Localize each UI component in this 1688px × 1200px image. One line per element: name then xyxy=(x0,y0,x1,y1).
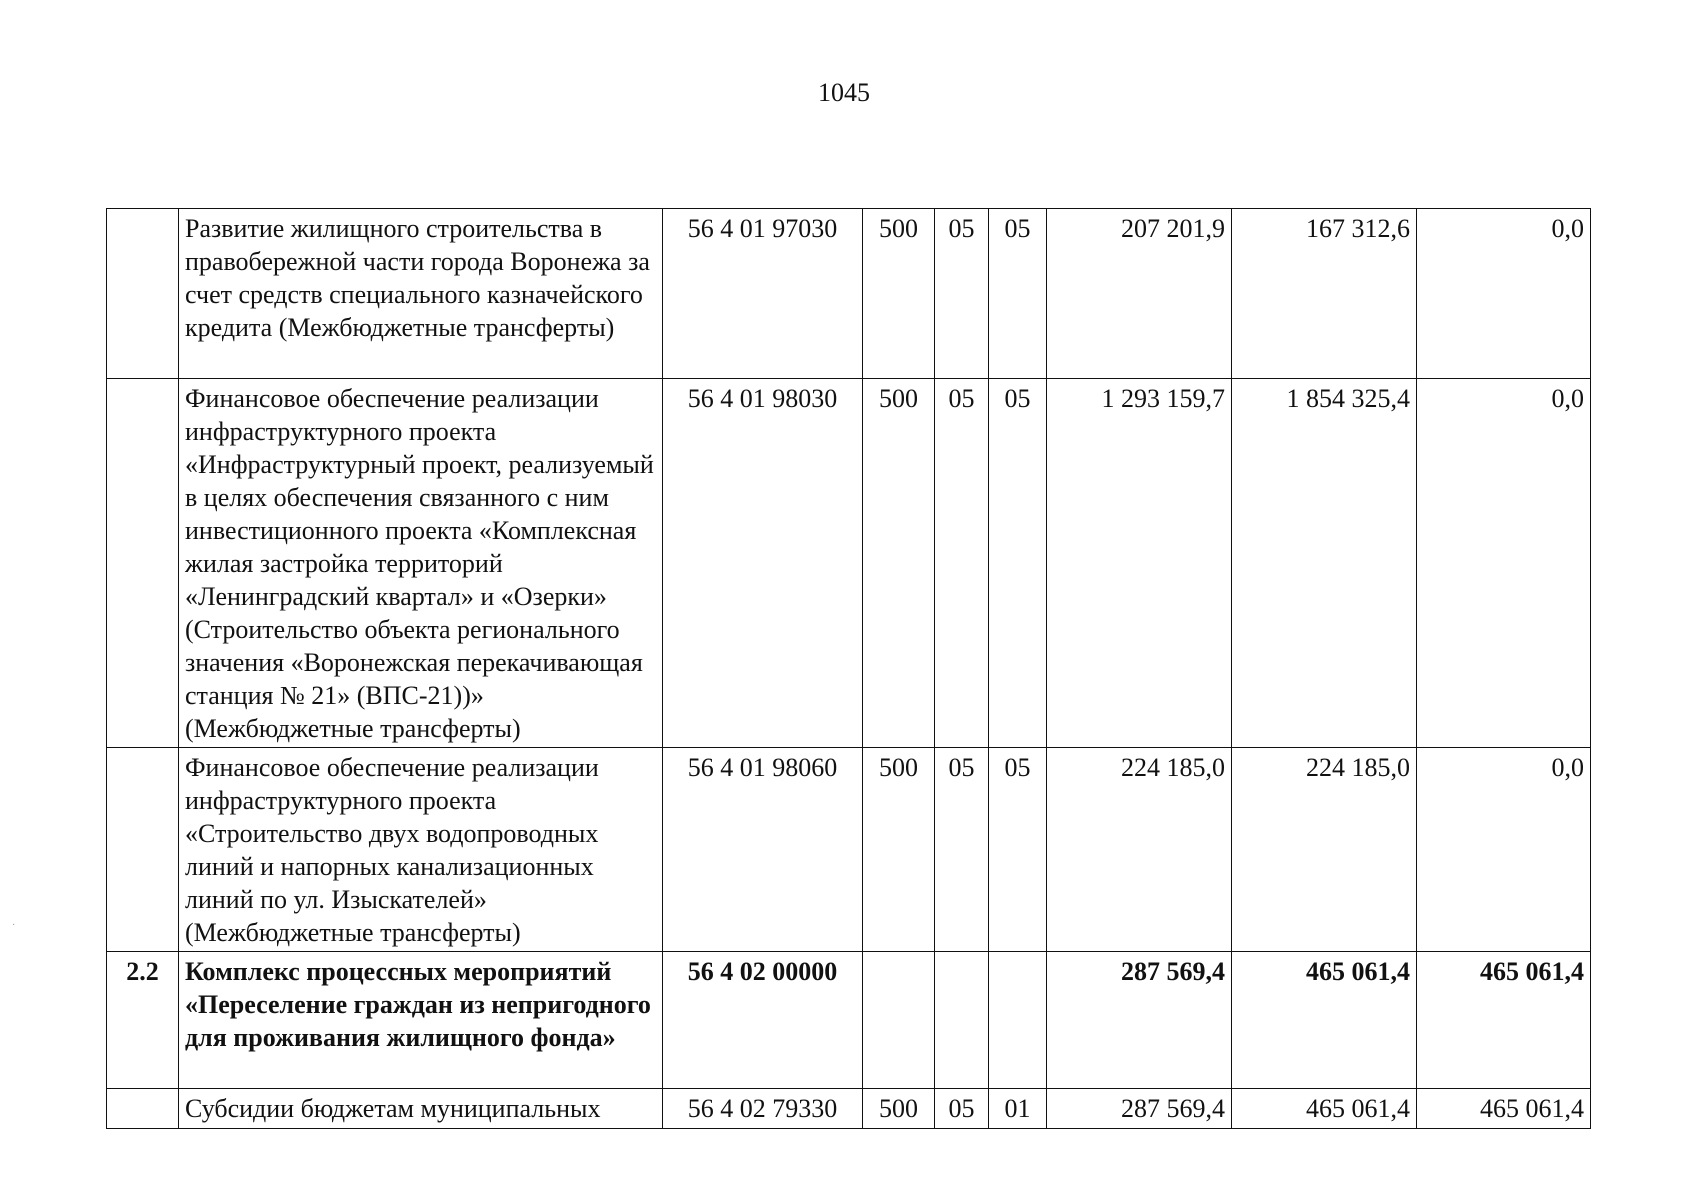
table-row xyxy=(107,379,1591,748)
row-number xyxy=(107,379,179,748)
amount-year-1: 207 201,9 xyxy=(1047,209,1232,379)
amount-year-3: 0,0 xyxy=(1417,379,1591,748)
amount-year-3: 0,0 xyxy=(1417,209,1591,379)
expense-type-code: 500 xyxy=(863,209,935,379)
row-number xyxy=(107,209,179,379)
expense-type-code: 500 xyxy=(863,748,935,952)
scan-speck: · xyxy=(12,920,16,931)
section-code: 05 xyxy=(935,209,989,379)
table-row xyxy=(107,209,1591,379)
row-name: Финансовое обеспечение реализации инфраструктурного проекта «Инфраструктурный проект, реализуемый в целях обеспечения связанного с ним инвестиционного проекта «Комплексная жилая застройка территорий «Ленинградский квартал» и «Озерки» (Строительство объекта регионального значения «Воронежская перекачивающая станция № 21» (ВПС-21))» (Межбюджетные трансферты) xyxy=(179,379,663,748)
amount-year-2: 1 854 325,4 xyxy=(1232,379,1417,748)
expense-type-code: 500 xyxy=(863,379,935,748)
row-number xyxy=(107,748,179,952)
row-name: Развитие жилищного строительства в правобережной части города Воронежа за счет средств специального казначейского кредита (Межбюджетные трансферты) xyxy=(179,209,663,379)
target-article-code: 56 4 01 98030 xyxy=(663,379,863,748)
target-article-code: 56 4 02 00000 xyxy=(663,952,863,1089)
target-article-code: 56 4 02 79330 xyxy=(663,1089,863,1129)
target-article-code: 56 4 01 98060 xyxy=(663,748,863,952)
row-number: 2.2 xyxy=(107,952,179,1089)
section-code: 05 xyxy=(935,748,989,952)
amount-year-3: 465 061,4 xyxy=(1417,952,1591,1089)
subsection-code: 05 xyxy=(989,379,1047,748)
expense-type-code xyxy=(863,952,935,1089)
amount-year-3: 465 061,4 xyxy=(1417,1089,1591,1129)
page-number: 1045 xyxy=(818,78,870,107)
subsection-code: 01 xyxy=(989,1089,1047,1129)
amount-year-1: 287 569,4 xyxy=(1047,1089,1232,1129)
amount-year-2: 224 185,0 xyxy=(1232,748,1417,952)
section-code xyxy=(935,952,989,1089)
amount-year-1: 1 293 159,7 xyxy=(1047,379,1232,748)
amount-year-3: 0,0 xyxy=(1417,748,1591,952)
subsection-code: 05 xyxy=(989,748,1047,952)
expense-type-code: 500 xyxy=(863,1089,935,1129)
subsection-code: 05 xyxy=(989,209,1047,379)
subsection-code xyxy=(989,952,1047,1089)
amount-year-2: 465 061,4 xyxy=(1232,1089,1417,1129)
amount-year-2: 465 061,4 xyxy=(1232,952,1417,1089)
section-code: 05 xyxy=(935,379,989,748)
table-row xyxy=(107,952,1591,1089)
row-name: Финансовое обеспечение реализации инфраструктурного проекта «Строительство двух водопроводных линий и напорных канализационных линий по ул. Изыскателей» (Межбюджетные трансферты) xyxy=(179,748,663,952)
amount-year-2: 167 312,6 xyxy=(1232,209,1417,379)
amount-year-1: 224 185,0 xyxy=(1047,748,1232,952)
row-name: Комплекс процессных мероприятий «Переселение граждан из непригодного для проживания жилищного фонда» xyxy=(179,952,663,1089)
table-row xyxy=(107,748,1591,952)
target-article-code: 56 4 01 97030 xyxy=(663,209,863,379)
row-number xyxy=(107,1089,179,1129)
section-code: 05 xyxy=(935,1089,989,1129)
table-row xyxy=(107,1089,1591,1129)
budget-table xyxy=(106,208,1591,1129)
row-name: Субсидии бюджетам муниципальных xyxy=(179,1089,663,1129)
amount-year-1: 287 569,4 xyxy=(1047,952,1232,1089)
